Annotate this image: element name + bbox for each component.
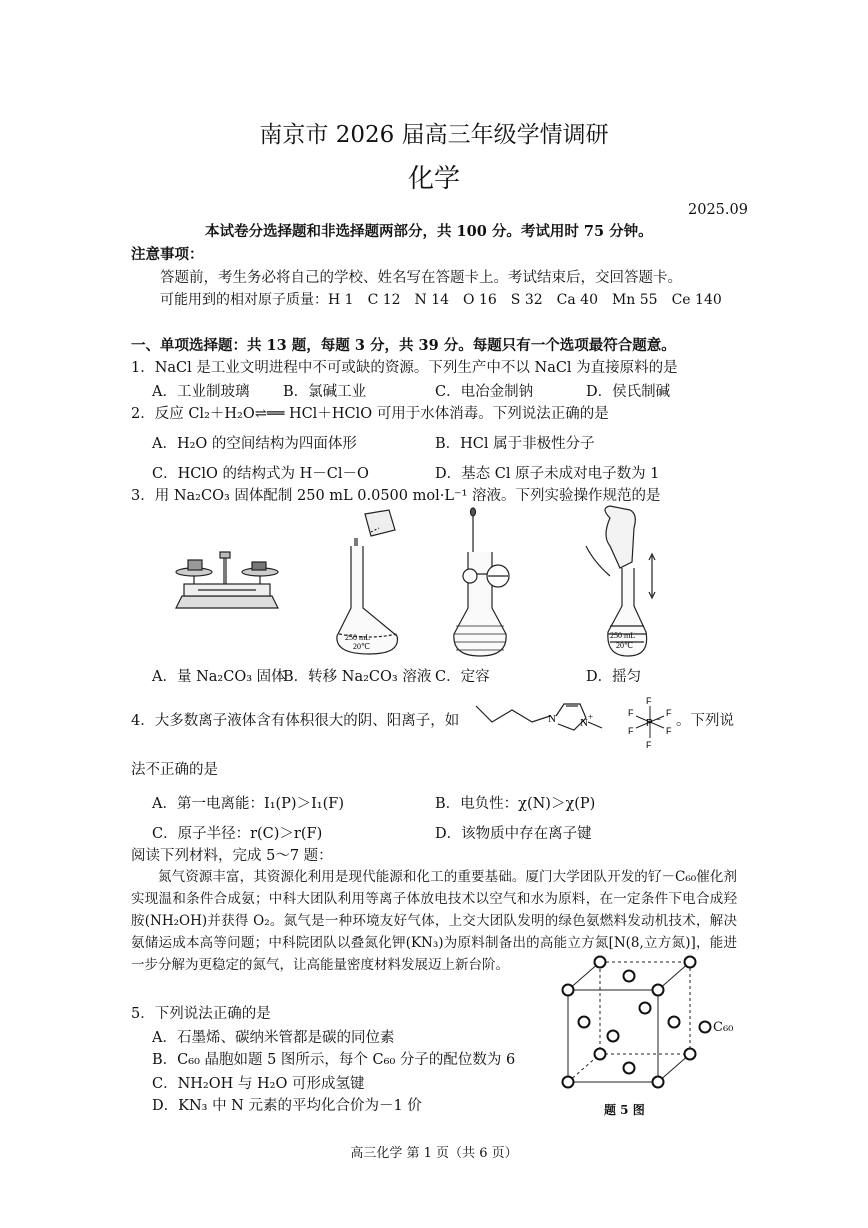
figure-5-caption: 题 5 图	[604, 1103, 645, 1117]
shake-flask-temp: 20℃	[616, 641, 633, 650]
subject-title: 化学	[407, 164, 460, 194]
q1-option-c: C．电冶金制钠	[435, 384, 534, 400]
q5-option-b: B．C₆₀ 晶胞如题 5 图所示，每个 C₆₀ 分子的配位数为 6	[152, 1052, 516, 1068]
svg-text:F: F	[666, 708, 672, 718]
section-heading: 一、单项选择题：共 13 题，每题 3 分，共 39 分。每题只有一个选项最符合题意。	[131, 337, 676, 354]
q5-option-d: D．KN₃ 中 N 元素的平均化合价为－1 价	[152, 1098, 422, 1114]
q3-option-b: B．转移 Na₂CO₃ 溶液	[283, 669, 432, 685]
exam-info: 本试卷分选择题和非选择题两部分，共 100 分。考试用时 75 分钟。	[205, 223, 653, 240]
c60-legend-icon	[698, 1020, 712, 1034]
imidazolium-cation-structure	[476, 696, 616, 752]
svg-text:F: F	[628, 708, 634, 718]
q4-stem-part2: 。下列说	[676, 713, 734, 729]
q4-option-c: C．原子半径：r(C)＞r(F)	[152, 826, 323, 842]
svg-text:P: P	[646, 718, 653, 729]
shake-flask-figure	[580, 506, 660, 660]
c60-legend-label: C₆₀	[713, 1020, 734, 1035]
q4-option-b: B．电负性：χ(N)＞χ(P)	[435, 796, 596, 812]
q1-option-d: D．侯氏制碱	[586, 384, 671, 400]
exam-title: 南京市 2026 届高三年级学情调研	[259, 122, 609, 148]
q2-option-d: D．基态 Cl 原子未成对电子数为 1	[435, 466, 660, 482]
q3-option-a: A．量 Na₂CO₃ 固体	[152, 669, 286, 685]
transfer-flask-figure	[335, 508, 405, 658]
balance-figure	[168, 548, 286, 618]
svg-text:F: F	[646, 696, 652, 706]
notice-line-2: 可能用到的相对原子质量：H 1 C 12 N 14 O 16 S 32 Ca 40 Mn 55 Ce 140	[160, 292, 722, 308]
c60-unit-cell-figure	[556, 954, 706, 1094]
hexafluorophosphate-anion-structure	[626, 694, 682, 750]
shake-flask-volume: 250 mL	[610, 631, 636, 640]
q4-option-d: D．该物质中存在离子键	[435, 826, 592, 842]
transfer-flask-volume: 250 mL	[345, 633, 371, 642]
notice-heading: 注意事项：	[131, 246, 204, 263]
q3-option-c: C．定容	[435, 669, 490, 685]
svg-text:+: +	[588, 712, 594, 722]
q3-stem: 3．用 Na₂CO₃ 固体配制 250 mL 0.0500 mol·L⁻¹ 溶液。下列实验操作规范的是	[131, 488, 661, 504]
q4-option-a: A．第一电离能：I₁(P)＞I₁(F)	[152, 796, 344, 812]
reading-passage: 氮气资源丰富，其资源化利用是现代能源和化工的重要基础。厦门大学团队开发的钌－C₆₀催化剂实现温和条件合成氨；中科大团队利用等离子体放电技术以空气和水为原料，在一定条件下电合成羟胺(NH₂OH)并获得 O₂。氮气是一种环境友好气体，上交大团队发明的绿色氨燃料发动机技术，解决氨储运成本高等问题；中科院团队以叠氮化钾(KN₃)为原料制备出的高能立方氮[N(8,立方氮)]，能进一步分解为更稳定的氮气，让高能量密度材料发展迈上新台阶。	[131, 869, 737, 973]
q1-option-b: B．氯碱工业	[283, 384, 367, 400]
q1-stem: 1．NaCl 是工业文明进程中不可或缺的资源。下列生产中不以 NaCl 为直接原料的是	[131, 360, 678, 376]
q5-stem: 5．下列说法正确的是	[131, 1006, 271, 1022]
q5-option-c: C．NH₂OH 与 H₂O 可形成氢键	[152, 1076, 365, 1092]
q5-option-a: A．石墨烯、碳纳米管都是碳的同位素	[152, 1030, 395, 1046]
notice-line-1: 答题前，考生务必将自己的学校、姓名写在答题卡上。考试结束后，交回答题卡。	[160, 270, 682, 286]
svg-text:N: N	[580, 717, 588, 729]
q2-stem: 2．反应 Cl₂＋H₂O⇌══ HCl＋HClO 可用于水体消毒。下列说法正确的是	[131, 406, 609, 422]
page-footer: 高三化学 第 1 页（共 6 页）	[350, 1146, 518, 1161]
svg-text:F: F	[666, 726, 672, 736]
q2-option-b: B．HCl 属于非极性分子	[435, 436, 595, 452]
q2-option-a: A．H₂O 的空间结构为四面体形	[152, 436, 357, 452]
svg-text:F: F	[628, 726, 634, 736]
reading-intro: 阅读下列材料，完成 5～7 题：	[131, 848, 333, 864]
svg-text:N: N	[548, 713, 556, 725]
transfer-flask-temp: 20℃	[353, 642, 370, 651]
q4-stem-cont: 法不正确的是	[131, 762, 218, 778]
svg-text:−: −	[656, 715, 661, 724]
q2-option-c: C．HClO 的结构式为 H－Cl－O	[152, 466, 369, 482]
svg-text:F: F	[646, 740, 652, 750]
exam-date: 2025.09	[688, 202, 748, 218]
q1-option-a: A．工业制玻璃	[152, 384, 250, 400]
q3-option-d: D．摇匀	[586, 669, 642, 685]
volume-flask-figure	[450, 508, 522, 660]
q4-stem-part1: 4．大多数离子液体含有体积很大的阴、阳离子，如	[131, 713, 460, 729]
